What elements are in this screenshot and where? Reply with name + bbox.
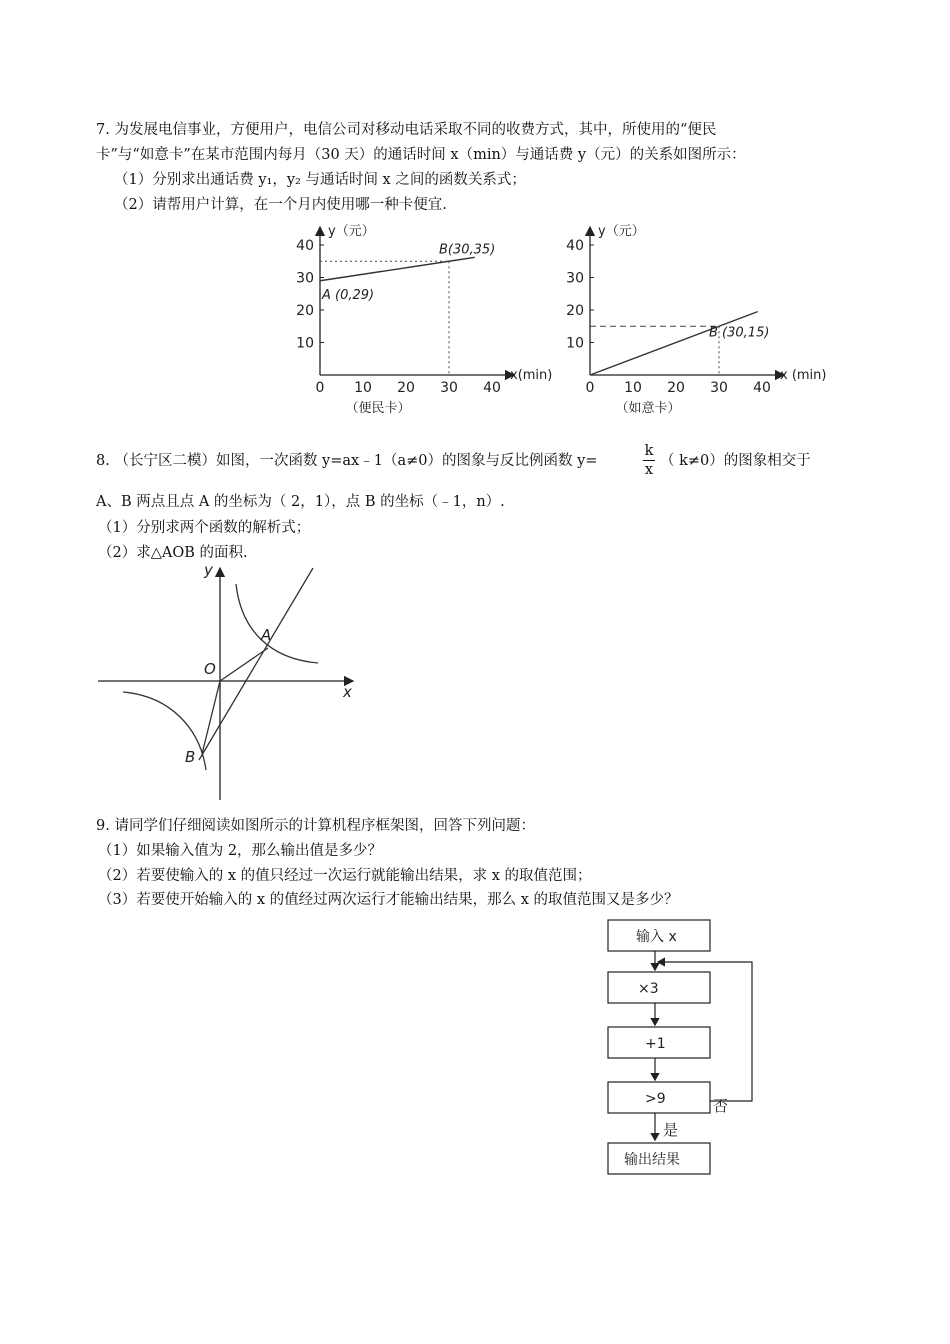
q7-sub1: （1）分别求出通话费 y₁，y₂ 与通话时间 x 之间的函数关系式； bbox=[114, 172, 526, 188]
y-tick-label: 10 bbox=[296, 335, 314, 352]
q8-line1a: 8. （长宁区二模）如图，一次函数 y=ax﹣1（a≠0）的图象与反比例函数 y= bbox=[96, 453, 598, 469]
y-tick-label: 20 bbox=[296, 303, 314, 319]
y-tick-label: 40 bbox=[566, 238, 584, 254]
y-tick-label: 30 bbox=[296, 270, 314, 287]
flow-yes-label: 是 bbox=[663, 1121, 679, 1139]
label-A: A bbox=[261, 626, 272, 644]
flow-gt9-label: >9 bbox=[645, 1091, 666, 1107]
x-tick-label: 10 bbox=[624, 380, 642, 396]
point-label: B(30,35) bbox=[439, 242, 496, 258]
label-x: x bbox=[343, 683, 352, 701]
x-tick-label: 30 bbox=[440, 380, 458, 396]
flow-no-label: 否 bbox=[713, 1097, 729, 1115]
series-line-y1 bbox=[320, 257, 475, 280]
label-origin: O bbox=[204, 660, 216, 678]
q9-line1: 9. 请同学们仔细阅读如图所示的计算机程序框架图，回答下列问题： bbox=[96, 818, 535, 834]
q7-sub2: （2）请帮用户计算，在一个月内使用哪一种卡便宜. bbox=[114, 197, 447, 213]
q9-sub1: （1）如果输入值为 2，那么输出值是多少？ bbox=[98, 843, 383, 859]
q9-sub3: （3）若要使开始输入的 x 的值经过两次运行才能输出结果，那么 x 的取值范围又是多少？ bbox=[98, 892, 679, 908]
x-tick-label: 40 bbox=[753, 380, 771, 396]
y-axis-label: y（元） bbox=[598, 224, 645, 239]
x-tick-label: 10 bbox=[354, 380, 372, 396]
x-tick-label: 20 bbox=[667, 380, 685, 396]
x-tick-label: 0 bbox=[585, 380, 595, 396]
point-label: B (30,15) bbox=[709, 325, 770, 341]
y-tick-label: 40 bbox=[296, 238, 314, 254]
chart-bianmin-card bbox=[280, 215, 553, 416]
q8-sub1: （1）分别求两个函数的解析式； bbox=[98, 520, 311, 536]
y-tick-label: 10 bbox=[566, 335, 584, 352]
fraction-numerator: k bbox=[644, 443, 654, 459]
label-y: y bbox=[204, 561, 213, 579]
linear-function-line bbox=[199, 568, 313, 760]
fraction-bar bbox=[643, 460, 655, 461]
q8-graph bbox=[95, 560, 365, 805]
flowchart bbox=[600, 915, 780, 1180]
label-B: B bbox=[185, 748, 196, 766]
y-tick-label: 20 bbox=[566, 303, 584, 319]
flow-times3-box bbox=[608, 972, 710, 1003]
x-tick-label: 20 bbox=[397, 380, 415, 396]
x-tick-label: 30 bbox=[710, 380, 728, 396]
chart-ruyi-card bbox=[550, 215, 827, 416]
q8-line2: A、B 两点且点 A 的坐标为（ 2，1），点 B 的坐标（﹣1，n）. bbox=[96, 494, 505, 510]
flow-input-label: 输入 x bbox=[636, 929, 677, 945]
fraction-denominator: x bbox=[644, 462, 654, 478]
segment-OA bbox=[220, 648, 268, 681]
point-label: A (0,29) bbox=[322, 287, 375, 303]
y-axis-label: y（元） bbox=[328, 224, 375, 239]
q8-fraction bbox=[641, 442, 657, 479]
x-tick-label: 0 bbox=[315, 380, 325, 396]
q7-line2: 卡”与“如意卡”在某市范围内每月（30 天）的通话时间 x（min）与通话费 y（元）的关系如图所示： bbox=[96, 147, 746, 163]
series-line-y2 bbox=[590, 312, 758, 375]
y-tick-label: 30 bbox=[566, 270, 584, 287]
x-tick-label: 40 bbox=[483, 380, 501, 396]
q7-line1: 7. 为发展电信事业，方便用户，电信公司对移动电话采取不同的收费方式，其中，所使用的“便民 bbox=[96, 122, 717, 138]
x-axis-label: x(min) bbox=[510, 368, 553, 383]
chart-title: （如意卡） bbox=[615, 401, 681, 416]
chart-title: （便民卡） bbox=[345, 401, 411, 416]
flow-times3-label: ×3 bbox=[638, 981, 659, 997]
x-axis-label: x (min) bbox=[780, 368, 827, 383]
flow-plus1-label: +1 bbox=[645, 1036, 666, 1052]
flow-output-label: 输出结果 bbox=[624, 1152, 680, 1168]
q8-sub2: （2）求△AOB 的面积. bbox=[98, 545, 248, 561]
q9-sub2: （2）若要使输入的 x 的值只经过一次运行就能输出结果，求 x 的取值范围； bbox=[98, 868, 592, 884]
hyperbola-branch-q1 bbox=[236, 584, 318, 663]
segment-OB bbox=[202, 681, 220, 754]
q8-line1b: （ k≠0）的图象相交于 bbox=[660, 453, 811, 469]
